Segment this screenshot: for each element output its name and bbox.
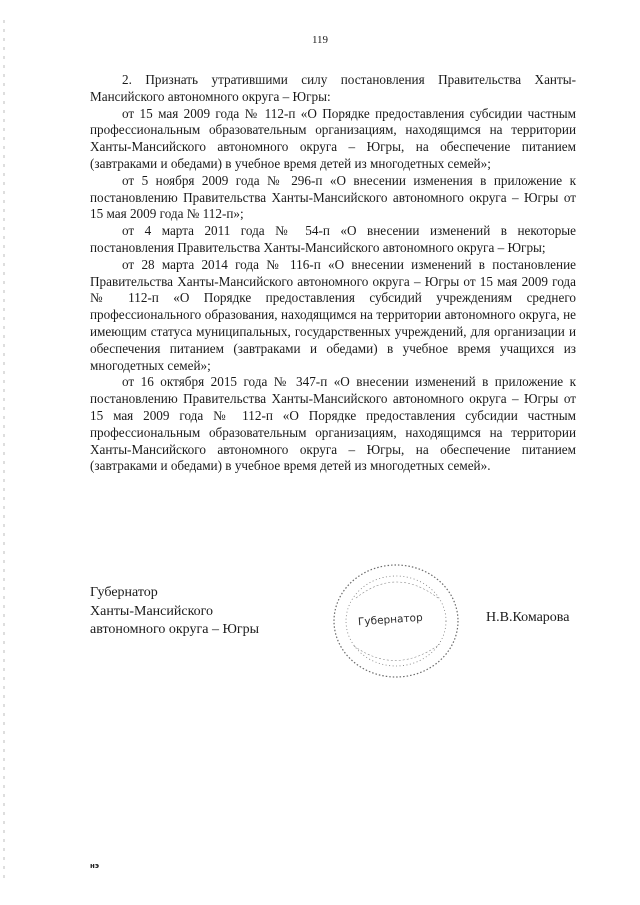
- scan-edge: [3, 20, 5, 880]
- page-number: 119: [311, 34, 329, 46]
- signatory-name: Н.В.Комарова: [486, 610, 570, 625]
- signatory-title-line: автономного округа – Югры: [90, 622, 259, 637]
- document-body: [90, 72, 576, 475]
- signatory-title-line: Ханты-Мансийского: [90, 603, 214, 619]
- signatory-title-line: Губернатор: [90, 585, 158, 600]
- paragraph-resolution-347p: от 16 октября 2015 года № 347-п «О внесении изменений в приложение к постановлению Правительства Ханты-Мансийского автономного округа – Югры от 15 мая 2009 года № 112-п «О Порядке предоставления субсидии частным профессиональным образовательным организациям, находящимся на территории Ханты-Мансийского автономного округа – Югры, на обеспечение питанием (завтраками и обедами) в учебное время детей из многодетных семей».: [90, 374, 576, 474]
- stamp-text: Губернатор: [357, 611, 424, 629]
- paragraph-resolution-112p: от 15 мая 2009 года № 112-п «О Порядке предоставления субсидии частным профессиональным образовательным организациям, находящимся на территории Ханты-Мансийского автономного округа – Югры, на обеспечение питанием (завтраками и обедами) в учебное время детей из многодетных семей»;: [90, 105, 576, 171]
- paragraph-resolution-296p: от 5 ноября 2009 года № 296-п «О внесении изменения в приложение к постановлению Правительства Ханты-Мансийского автономного округа – Югры от 15 мая 2009 года № 112-п»;: [90, 172, 576, 222]
- footer-mark: нэ: [90, 862, 99, 870]
- paragraph-resolution-116p: от 28 марта 2014 года № 116-п «О внесении изменений в постановление Правительства Ханты-Мансийского автономного округа – Югры от 15 мая 2009 года № 112-п «О Порядке предоставления субсидий учреждениям среднего профессионального образования, находящимся на территории автономного округа, не имеющим статуса муниципальных, государственных учреждений, для организации и обеспечения питанием (завтраками и обедами) в учебное время учащихся из многодетных семей»;: [90, 256, 576, 373]
- signatory-title: [90, 584, 259, 640]
- paragraph-resolution-54p: от 4 марта 2011 года № 54-п «О внесении изменений в некоторые постановления Правительства Ханты-Мансийского автономного округа – Югры;: [90, 223, 576, 255]
- paragraph-clause-2: 2. Признать утратившими силу постановления Правительства Ханты-Мансийского автономного округа – Югры:: [90, 72, 576, 104]
